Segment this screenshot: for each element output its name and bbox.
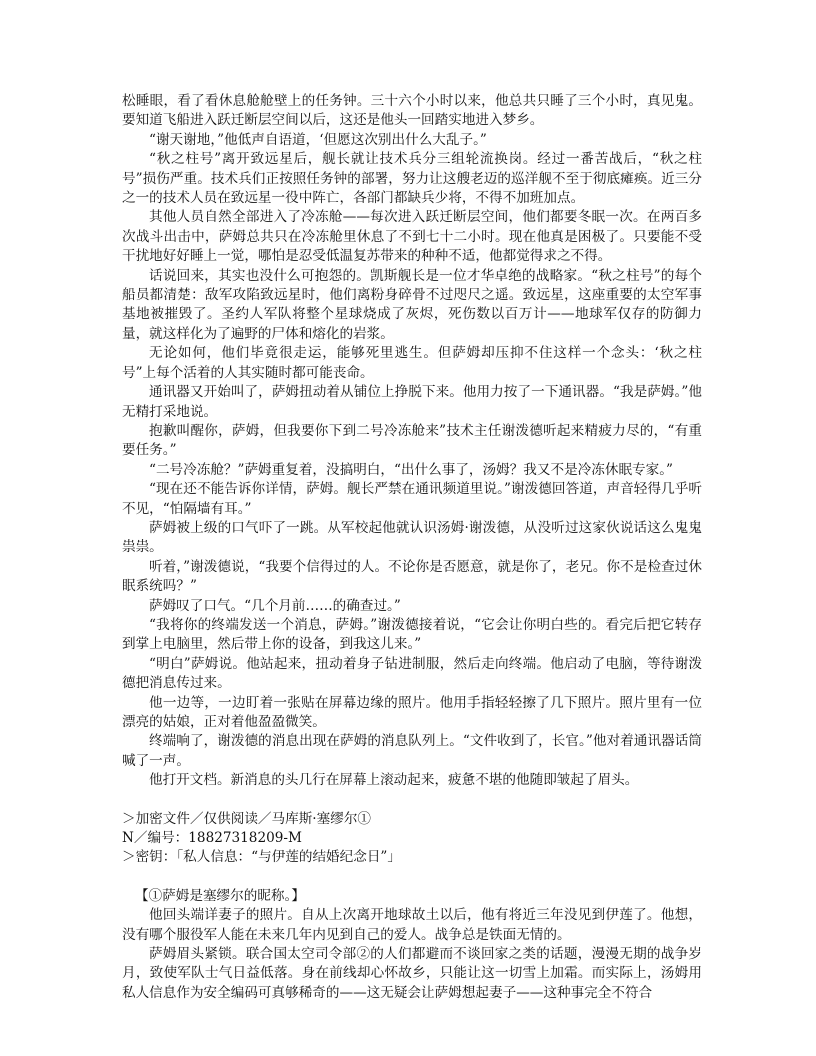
story-body-bottom [122,906,702,1003]
paragraph: 他一边等，一边盯着一张贴在屏幕边缘的照片。他用手指轻轻擦了几下照片。照片里有一位漂亮的姑娘，正对着他盈盈微笑。 [122,694,702,730]
paragraph: 松睡眼，看了看休息舱舱壁上的任务钟。三十六个小时以来，他总共只睡了三个小时，真见鬼。要知道飞船进入跃迁断层空间以后，这还是他头一回踏实地进入梦乡。 [122,93,702,129]
paragraph: 无论如何，他们毕竟很走运，能够死里逃生。但萨姆却压抑不住这样一个念头：‘秋之柱号”上每个活着的人其实随时都可能丧命。 [122,345,702,381]
spacer [122,868,702,887]
encrypted-message-header [122,810,702,868]
message-header-line: N／编号：18827318209-M [122,830,302,847]
paragraph: “秋之柱号”离开致远星后，舰长就让技术兵分三组轮流换岗。经过一番苦战后，“秋之柱号”损伤严重。技术兵们正按照任务钟的部署，努力让这艘老迈的巡洋舰不至于彻底瘫痪。近三分之一的技术人员在致远星一役中阵亡，各部门都缺兵少将，不得不加班加点。 [122,151,702,207]
story-body-top [122,92,702,791]
paragraph: 萨姆叹了口气。“几个月前……的确查过。” [149,597,401,614]
footnote: 【①萨姆是塞缪尔的昵称。】 [135,887,305,904]
paragraph: “现在还不能告诉你详情，萨姆。舰长严禁在通讯频道里说。”谢泼德回答道，声音轻得几乎听不见，“怕隔墙有耳。” [122,481,702,517]
paragraph: 终端响了，谢泼德的消息出现在萨姆的消息队列上。“文件收到了，长官。”他对着通讯器话筒喊了一声。 [122,733,702,769]
paragraph: “明白”萨姆说。他站起来，扭动着身子钻进制服，然后走向终端。他启动了电脑，等待谢泼德把消息传过来。 [122,655,702,692]
paragraph: 他打开文档。新消息的头几行在屏幕上滚动起来，疲惫不堪的他随即皱起了眉头。 [149,772,639,789]
paragraph: 听着，”谢泼德说，“我要个信得过的人。不论你是否愿意，就是你了，老兄。你不是检查过休眠系统吗？” [122,558,702,595]
paragraph: 萨姆被上级的口气吓了一跳。从军校起他就认识汤姆·谢泼德，从没听过这家伙说话这么鬼鬼祟祟。 [122,519,702,556]
paragraph: 话说回来，其实也没什么可抱怨的。凯斯舰长是一位才华卓绝的战略家。“秋之柱号”的每个船员都清楚：敌军攻陷致远星时，他们离粉身碎骨不过咫尺之遥。致远星，这座重要的太空军事基地被摧毁了。圣约人军队将整个星球烧成了灰烬，死伤数以百万计——地球军仅存的防御力量，就这样化为了遍野的尸体和熔化的岩浆。 [122,267,702,342]
paragraph: 萨姆眉头紧锁。联合国太空司令部②的人们都避而不谈回家之类的话题，漫漫无期的战争岁月，致使军队士气日益低落。身在前线却心怀故乡，只能让这一切雪上加霜。而实际上，汤姆用私人信息作为安全编码可真够稀奇的——这无疑会让萨姆想起妻子——这种事完全不符合 [122,946,702,1001]
document-page [122,92,702,1003]
paragraph: 他回头端详妻子的照片。自从上次离开地球故土以后，他有将近三年没见到伊莲了。他想，没有哪个服役军人能在未来几年内见到自己的爱人。战争总是铁面无情的。 [122,907,702,943]
paragraph: “二号冷冻舱？”萨姆重复着，没搞明白，“出什么事了，汤姆？我又不是冷冻休眠专家。” [149,461,673,478]
spacer [122,791,702,810]
message-header-line: ＞密钥：「私人信息：“与伊莲的结婚纪念日”」 [122,849,401,866]
paragraph: 通讯器又开始叫了，萨姆扭动着从铺位上挣脱下来。他用力按了一下通讯器。“我是萨姆。”他无精打采地说。 [122,384,702,420]
paragraph: 其他人员自然全部进入了冷冻舱——每次进入跃迁断层空间，他们都要冬眠一次。在两百多次战斗出击中，萨姆总共只在冷冻舱里休息了不到七十二小时。现在他真是困极了。只要能不受干扰地好好睡上一觉，哪怕是忍受低温复苏带来的种种不适，他都觉得求之不得。 [122,209,702,265]
paragraph: “我将你的终端发送一个消息，萨姆。”谢泼德接着说，“它会让你明白些的。看完后把它转存到掌上电脑里，然后带上你的设备，到我这儿来。” [122,616,702,653]
message-header-line: ＞加密文件／仅供阅读／马库斯·塞缪尔① [122,810,372,827]
paragraph: “谢天谢地，”他低声自语道，‘但愿这次别出什么大乱子。” [149,131,487,148]
paragraph: 抱歉叫醒你，萨姆，但我要你下到二号冷冻舱来”技术主任谢泼德听起来精疲力尽的，“有重要任务。” [122,422,702,459]
